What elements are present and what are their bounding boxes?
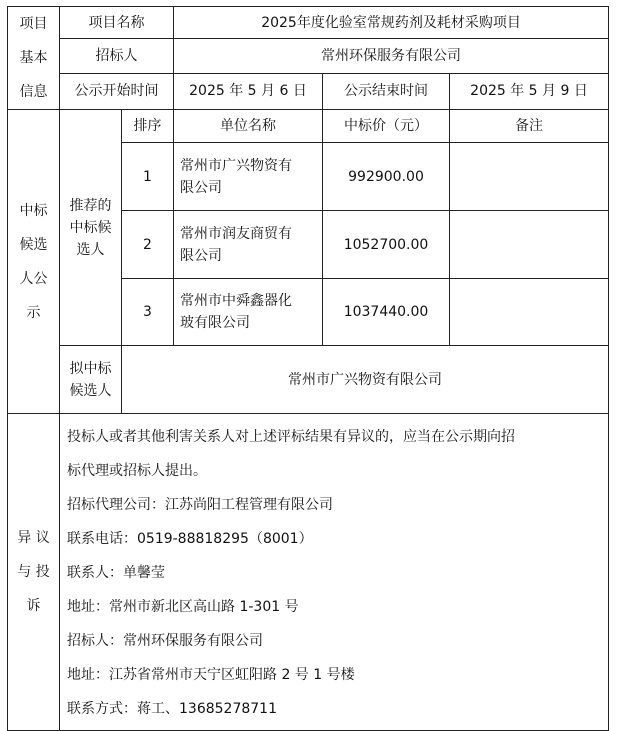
candidate-remark (450, 279, 609, 346)
section-label-line: 示 (26, 304, 41, 321)
start-date-value: 2025 年 5 月 6 日 (174, 73, 323, 109)
label-line: 选人 (76, 241, 105, 258)
project-name-value: 2025年度化验室常规药剂及耗材采购项目 (174, 7, 609, 39)
unit-name-line: 常州市润友商贸有 (180, 225, 292, 242)
candidate-bid-price: 992900.00 (323, 143, 450, 211)
unit-name-line: 常州市广兴物资有 (180, 157, 292, 174)
candidate-remark (450, 211, 609, 279)
remark-header: 备注 (450, 110, 609, 143)
tenderer-row (8, 39, 609, 73)
tenderer-value: 常州环保服务有限公司 (174, 39, 609, 73)
candidate-rank: 3 (122, 279, 174, 346)
unit-name-line: 常州市中舜鑫器化 (180, 293, 292, 309)
agency-company-line: 招标代理公司：江苏尚阳工程管理有限公司 (67, 497, 333, 513)
objection-row (8, 414, 609, 731)
project-name-label: 项目名称 (60, 7, 174, 39)
bid-price-header: 中标价（元） (323, 110, 450, 143)
section-label-line: 基本 (19, 50, 48, 66)
contact-method-line: 联系方式：蒋工、13685278711 (67, 701, 277, 717)
proposed-winner-label (60, 346, 122, 414)
candidate-bid-price: 1052700.00 (323, 211, 450, 279)
publicity-period-row (8, 73, 609, 109)
candidate-rank: 2 (122, 211, 174, 279)
tenderer-line: 招标人：常州环保服务有限公司 (67, 633, 263, 649)
candidate-unit-name (174, 143, 323, 211)
end-date-value: 2025 年 5 月 9 日 (450, 73, 609, 109)
project-name-row (8, 7, 609, 39)
objection-content (60, 414, 609, 731)
objection-text-line: 投标人或者其他利害关系人对上述评标结果有异议的，应当在公示期向招 (67, 429, 515, 445)
candidates-header-row (8, 110, 609, 143)
section-label-line: 项目 (19, 16, 48, 32)
section-label-line: 异 议 (17, 530, 50, 546)
proposed-winner-value: 常州市广兴物资有限公司 (122, 346, 609, 414)
agency-address-line: 地址：常州市新北区高山路 1-301 号 (67, 599, 299, 615)
section-label-line: 候选 (19, 236, 48, 253)
candidate-unit-name (174, 211, 323, 279)
rank-header: 排序 (122, 110, 174, 143)
unit-name-line: 玻有限公司 (180, 315, 250, 331)
unit-name-line: 限公司 (180, 179, 222, 196)
basic-info-section-label (8, 7, 60, 110)
objection-section-label (8, 414, 60, 731)
contact-person-line: 联系人：单馨莹 (67, 565, 165, 581)
unit-name-header: 单位名称 (174, 110, 323, 143)
candidate-bid-price: 1037440.00 (323, 279, 450, 346)
unit-name-line: 限公司 (180, 247, 222, 264)
tenderer-address-line: 地址：江苏省常州市天宁区虹阳路 2 号 1 号楼 (67, 667, 355, 683)
proposed-winner-row (8, 346, 609, 414)
label-line: 推荐的 (69, 197, 112, 214)
start-date-label: 公示开始时间 (60, 73, 174, 109)
label-line: 候选人 (69, 382, 112, 399)
objection-text-line: 标代理或招标人提出。 (67, 463, 207, 479)
candidate-remark (450, 143, 609, 211)
contact-phone-line: 联系电话：0519-88818295（8001） (67, 531, 313, 547)
tenderer-label: 招标人 (60, 39, 174, 73)
section-label-line: 人公 (19, 270, 48, 287)
label-line: 中标候 (69, 219, 112, 236)
section-label-line: 与 投 (17, 564, 50, 580)
section-label-line: 信息 (19, 84, 48, 100)
label-line: 拟中标 (69, 360, 112, 377)
candidate-unit-name (174, 279, 323, 346)
section-label-line: 诉 (26, 598, 41, 614)
bid-result-notice-table (7, 6, 609, 731)
recommended-candidates-label (60, 110, 122, 346)
end-date-label: 公示结束时间 (323, 73, 450, 109)
candidates-section-label (8, 110, 60, 414)
section-label-line: 中标 (19, 202, 48, 219)
candidate-rank: 1 (122, 143, 174, 211)
